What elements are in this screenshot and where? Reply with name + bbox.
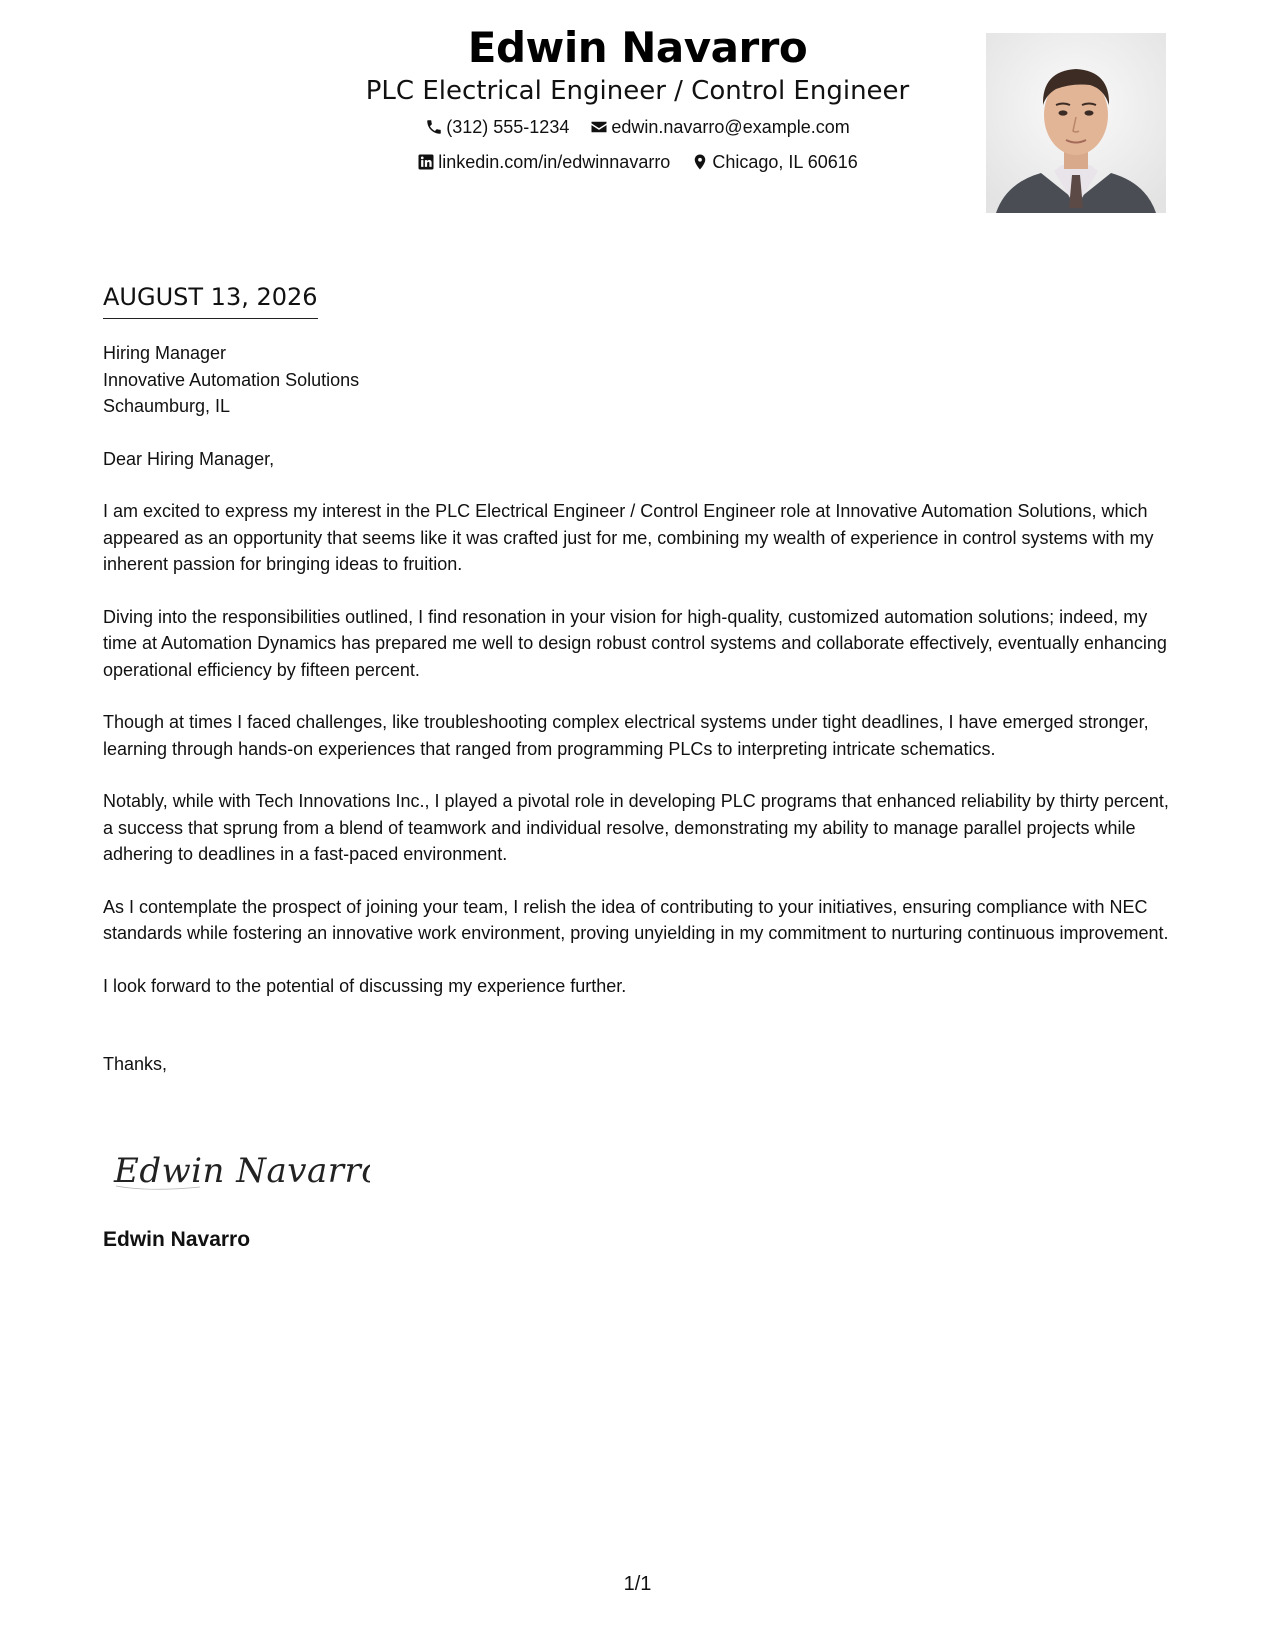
paragraph: Though at times I faced challenges, like troubleshooting complex electrical systems under tight deadlines, I have emerged stronger, learning through hands-on experiences that ranged from programming PLCs to interpreting intricate schematics. bbox=[103, 712, 1149, 759]
closing: Thanks, bbox=[103, 1054, 168, 1074]
paragraph: I look forward to the potential of discussing my experience further. bbox=[103, 975, 627, 996]
contact-email bbox=[590, 116, 849, 138]
email-address: edwin.navarro@example.com bbox=[611, 117, 850, 137]
paragraph: As I contemplate the prospect of joining your team, I relish the idea of contributing to your initiatives, ensuring compliance with NEC standards while fostering an innovative work environment, proving unyielding in my commitment to nurturing continuous improvement. bbox=[103, 896, 1169, 943]
date-block bbox=[103, 280, 318, 319]
map-pin-icon bbox=[691, 153, 709, 171]
recipient-company: Innovative Automation Solutions bbox=[103, 369, 360, 390]
job-title: PLC Electrical Engineer / Control Engineer bbox=[365, 76, 910, 106]
phone-number: (312) 555-1234 bbox=[446, 117, 570, 137]
contact-linkedin bbox=[417, 151, 670, 173]
linkedin-icon bbox=[417, 153, 435, 171]
letter-date: AUGUST 13, 2026 bbox=[103, 280, 318, 319]
page-number: 1/1 bbox=[623, 1573, 652, 1595]
signed-name: Edwin Navarro bbox=[103, 1228, 251, 1251]
phone-icon bbox=[425, 118, 443, 136]
recipient-location: Schaumburg, IL bbox=[103, 396, 231, 416]
profile-photo bbox=[986, 33, 1166, 213]
recipient-title: Hiring Manager bbox=[103, 343, 227, 363]
contact-location bbox=[691, 151, 857, 173]
paragraph: Notably, while with Tech Innovations Inc., I played a pivotal role in developing PLC programs that enhanced reliability by thirty percent, a success that sprung from a blend of teamwork and individual resolve, demonstrating my ability to manage parallel projects while adhering to deadlines in a fast-paced environment. bbox=[103, 791, 1169, 864]
contact-phone bbox=[425, 116, 569, 138]
letter-body bbox=[103, 340, 1183, 1078]
paragraph: Diving into the responsibilities outlined, I find resonation in your vision for high-quality, customized automation solutions; indeed, my time at Automation Dynamics has prepared me well to design robust control systems and collaborate effectively, eventually enhancing operational efficiency by fifteen percent. bbox=[103, 606, 1167, 680]
applicant-name: Edwin Navarro bbox=[467, 23, 808, 72]
linkedin-url: linkedin.com/in/edwinnavarro bbox=[438, 152, 671, 172]
location-text: Chicago, IL 60616 bbox=[712, 152, 858, 172]
paragraph: I am excited to express my interest in the PLC Electrical Engineer / Control Engineer role at Innovative Automation Solutions, which appeared as an opportunity that seems like it was crafted just for me, combining my wealth of experience in control systems with my inherent passion for bringing ideas to fruition. bbox=[103, 501, 1154, 574]
svg-text:Edwin Navarro: Edwin Navarro bbox=[114, 1151, 370, 1191]
handwritten-signature bbox=[110, 1140, 370, 1200]
salutation: Dear Hiring Manager, bbox=[103, 448, 275, 469]
envelope-icon bbox=[590, 118, 608, 136]
recipient-block bbox=[103, 340, 1183, 420]
